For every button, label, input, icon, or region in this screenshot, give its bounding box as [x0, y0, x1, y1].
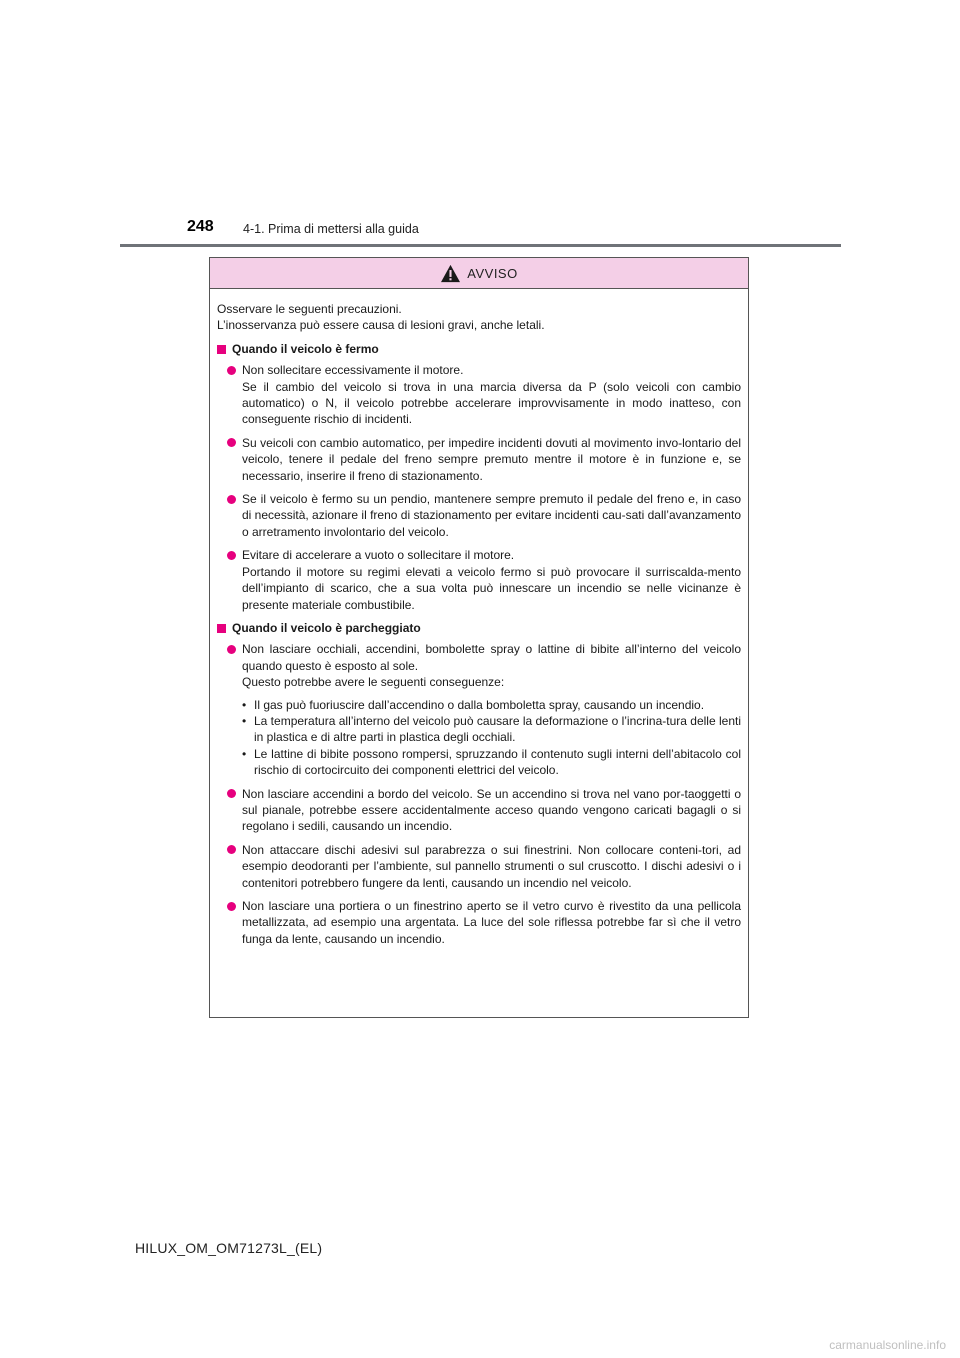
circle-bullet-icon	[227, 366, 236, 375]
list-item-text	[242, 898, 741, 947]
section-heading-text: Quando il veicolo è parcheggiato	[232, 620, 421, 635]
list-item	[227, 786, 741, 835]
list-item-text	[242, 362, 741, 428]
list-item	[227, 898, 741, 947]
warning-triangle-icon	[440, 264, 461, 283]
paragraph: Questo potrebbe avere le seguenti conseguenze:	[242, 675, 505, 690]
sub-list	[242, 697, 741, 779]
dot-bullet-icon: •	[242, 713, 247, 728]
warning-body	[210, 289, 748, 947]
paragraph: Portando il motore su regimi elevati a veicolo fermo si può provocare il surriscalda-mento dell’impianto di scarico, che a sua volta può innescare un incendio se nelle vicinanze è presente materiale combustibile.	[242, 564, 741, 612]
list-item-text	[242, 435, 741, 484]
paragraph: Se il veicolo è fermo su un pendio, mantenere sempre premuto il pedale del freno e, in caso di necessità, azionare il freno di stazionamento per evitare incidenti cau-sati dall’avanzamento o arretramento involontario del veicolo.	[242, 492, 741, 539]
section-title: 4-1. Prima di mettersi alla guida	[243, 222, 419, 236]
section-heading	[217, 341, 741, 357]
list-item	[227, 842, 741, 891]
circle-bullet-icon	[227, 438, 236, 447]
paragraph: Su veicoli con cambio automatico, per impedire incidenti dovuti al movimento invo-lontario del veicolo, tenere il pedale del freno sempre premuto mentre il motore è in funzione e, se necessario, inserire il freno di stazionamento.	[242, 435, 741, 483]
section-heading	[217, 620, 741, 636]
footer-doc-code: HILUX_OM_OM71273L_(EL)	[135, 1240, 323, 1256]
section-heading-text: Quando il veicolo è fermo	[232, 341, 379, 356]
paragraph: Non lasciare occhiali, accendini, bombolette spray o lattine di bibite all’interno del veicolo quando questo è esposto al sole.	[242, 642, 741, 673]
circle-bullet-icon	[227, 789, 236, 798]
square-bullet-icon	[217, 345, 226, 354]
circle-bullet-icon	[227, 645, 236, 654]
sub-list-item-text: La temperatura all’interno del veicolo può causare la deformazione o l’incrina-tura delle lenti in plastica e di altre parti in plastica degli occhiali.	[254, 713, 741, 745]
paragraph: Non attaccare dischi adesivi sul parabrezza o sui finestrini. Non collocare conteni-tori, ad esempio deodoranti per l’ambiente, sul pannello strumenti o sul cruscotto. I dischi adesivi o i contenitori potrebbero fungere da lenti, causando un incendio nel veicolo.	[242, 842, 741, 890]
list-item-text	[242, 641, 741, 778]
list-item	[227, 491, 741, 540]
paragraph: Non lasciare una portiera o un finestrino aperto se il vetro curvo è rivestito da una pellicola metallizzata, ad esempio una argentata. La luce del sole riflessa potrebbe far sì che il vetro funga da lente, causando un incendio.	[242, 899, 741, 946]
intro-line: Osservare le seguenti precauzioni.	[217, 302, 402, 316]
warning-section	[217, 341, 741, 613]
list-item	[227, 362, 741, 428]
header-rule	[120, 244, 841, 247]
circle-bullet-icon	[227, 845, 236, 854]
list-item	[227, 641, 741, 778]
sub-list-item	[242, 746, 741, 779]
list-item-text	[242, 491, 741, 540]
list-item	[227, 435, 741, 484]
page-number: 248	[187, 218, 214, 235]
sub-list-item	[242, 713, 741, 746]
warning-sections	[217, 341, 741, 947]
sub-list-item-text: Le lattine di bibite possono rompersi, spruzzando il contenuto sugli interni dell’abitacolo col rischio di cortocircuito dei componenti elettrici del veicolo.	[254, 746, 741, 778]
circle-bullet-icon	[227, 902, 236, 911]
sub-list-item-text: Il gas può fuoriuscire dall’accendino o dalla bomboletta spray, causando un incendio.	[254, 697, 705, 712]
square-bullet-icon	[217, 624, 226, 633]
dot-bullet-icon: •	[242, 697, 247, 712]
circle-bullet-icon	[227, 495, 236, 504]
paragraph: Non lasciare accendini a bordo del veicolo. Se un accendino si trova nel vano por-taoggetti o sul pianale, potrebbe essere accidentalmente acceso quando vengono caricati bagagli o si regolano i sedili, causando un incendio.	[242, 786, 741, 834]
paragraph: Se il cambio del veicolo si trova in una marcia diversa da P (solo veicoli con cambio automatico) o N, il veicolo potrebbe accelerare improvvisamente in modo inatteso, con conseguente rischio di incidenti.	[242, 379, 741, 427]
list-item-text	[242, 786, 741, 835]
watermark: carmanualsonline.info	[829, 1338, 946, 1352]
dot-bullet-icon: •	[242, 746, 247, 761]
circle-bullet-icon	[227, 551, 236, 560]
warning-title: AVVISO	[467, 265, 518, 281]
warning-header	[210, 258, 748, 289]
intro-line: L’inosservanza può essere causa di lesioni gravi, anche letali.	[217, 318, 545, 333]
list-item-text	[242, 842, 741, 891]
paragraph: Evitare di accelerare a vuoto o sollecitare il motore.	[242, 548, 515, 563]
list-item-text	[242, 547, 741, 613]
warning-box	[209, 257, 749, 1018]
warning-intro	[217, 301, 741, 334]
paragraph: Non sollecitare eccessivamente il motore.	[242, 363, 464, 378]
sub-list-item	[242, 697, 741, 713]
warning-section	[217, 620, 741, 947]
list-item	[227, 547, 741, 613]
